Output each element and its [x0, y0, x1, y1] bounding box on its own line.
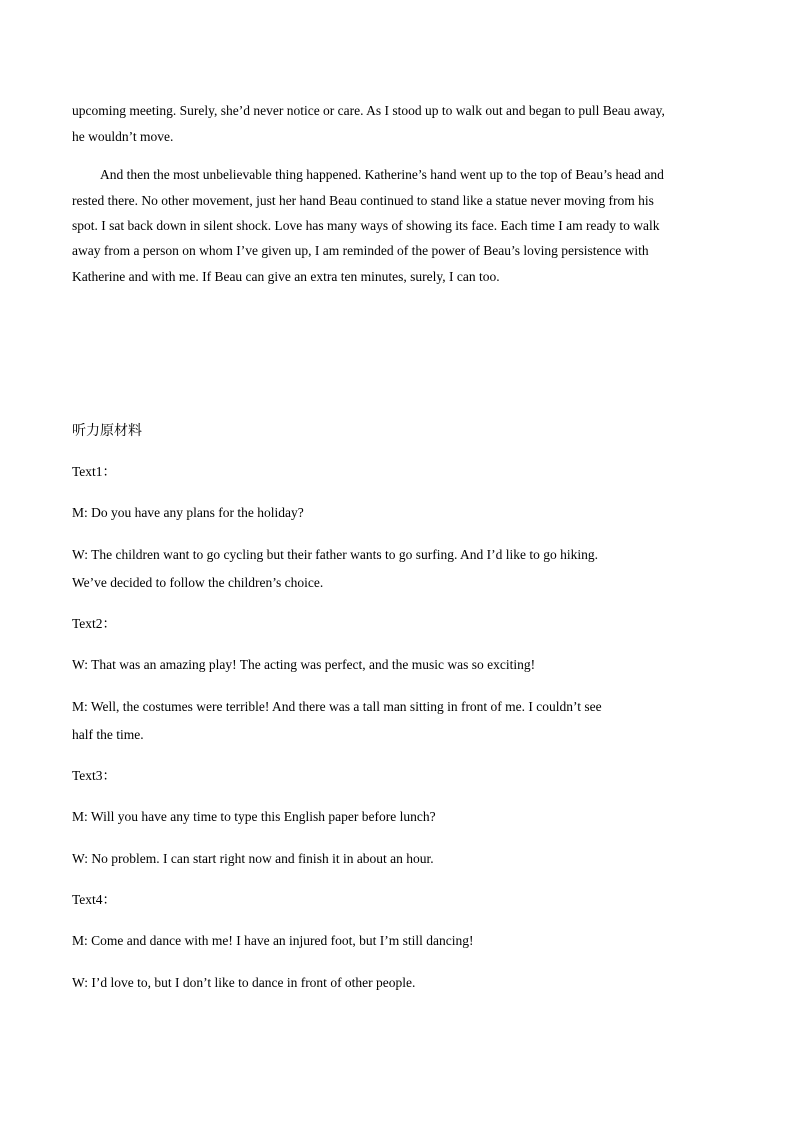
story-paragraph-2-line: away from a person on whom I’ve given up, I am reminded of the power of Beau’s loving persistence with — [72, 243, 649, 258]
dialogue-line: W: That was an amazing play! The acting was perfect, and the music was so exciting! — [72, 657, 536, 672]
story-paragraph-2-line: Katherine and with me. If Beau can give an extra ten minutes, surely, I can too. — [72, 269, 500, 284]
dialogue-line: We’ve decided to follow the children’s choice. — [72, 575, 324, 590]
story-paragraph-2-line: spot. I sat back down in silent shock. Love has many ways of showing its face. Each time I am ready to walk — [72, 218, 660, 233]
dialogue-line: M: Do you have any plans for the holiday? — [72, 505, 304, 520]
dialogue-line: M: Come and dance with me! I have an injured foot, but I’m still dancing! — [72, 933, 474, 948]
story-paragraph-1-line: upcoming meeting. Surely, she’d never notice or care. As I stood up to walk out and began to pull Beau away, — [72, 103, 665, 118]
dialogue-line: M: Well, the costumes were terrible! And there was a tall man sitting in front of me. I couldn’t see — [72, 699, 602, 714]
dialogue-line: W: I’d love to, but I don’t like to dance in front of other people. — [72, 975, 416, 990]
dialogue-line: W: The children want to go cycling but their father wants to go surfing. And I’d like to go hiking. — [72, 547, 599, 562]
listening-heading: 听力原材料 — [72, 423, 142, 439]
story-paragraph-2-line: And then the most unbelievable thing happened. Katherine’s hand went up to the top of Beau’s head and — [100, 167, 664, 182]
story-paragraph-2-line: rested there. No other movement, just her hand Beau continued to stand like a statue never moving from his — [72, 193, 654, 208]
text-label: Text1： — [72, 464, 117, 479]
story-paragraph-1-line: he wouldn’t move. — [72, 129, 174, 144]
dialogue-line: W: No problem. I can start right now and finish it in about an hour. — [72, 851, 434, 866]
text-label: Text2： — [72, 616, 117, 631]
dialogue-line: M: Will you have any time to type this English paper before lunch? — [72, 809, 436, 824]
dialogue-line: half the time. — [72, 727, 144, 742]
text-label: Text4： — [72, 892, 117, 907]
text-label: Text3： — [72, 768, 117, 783]
